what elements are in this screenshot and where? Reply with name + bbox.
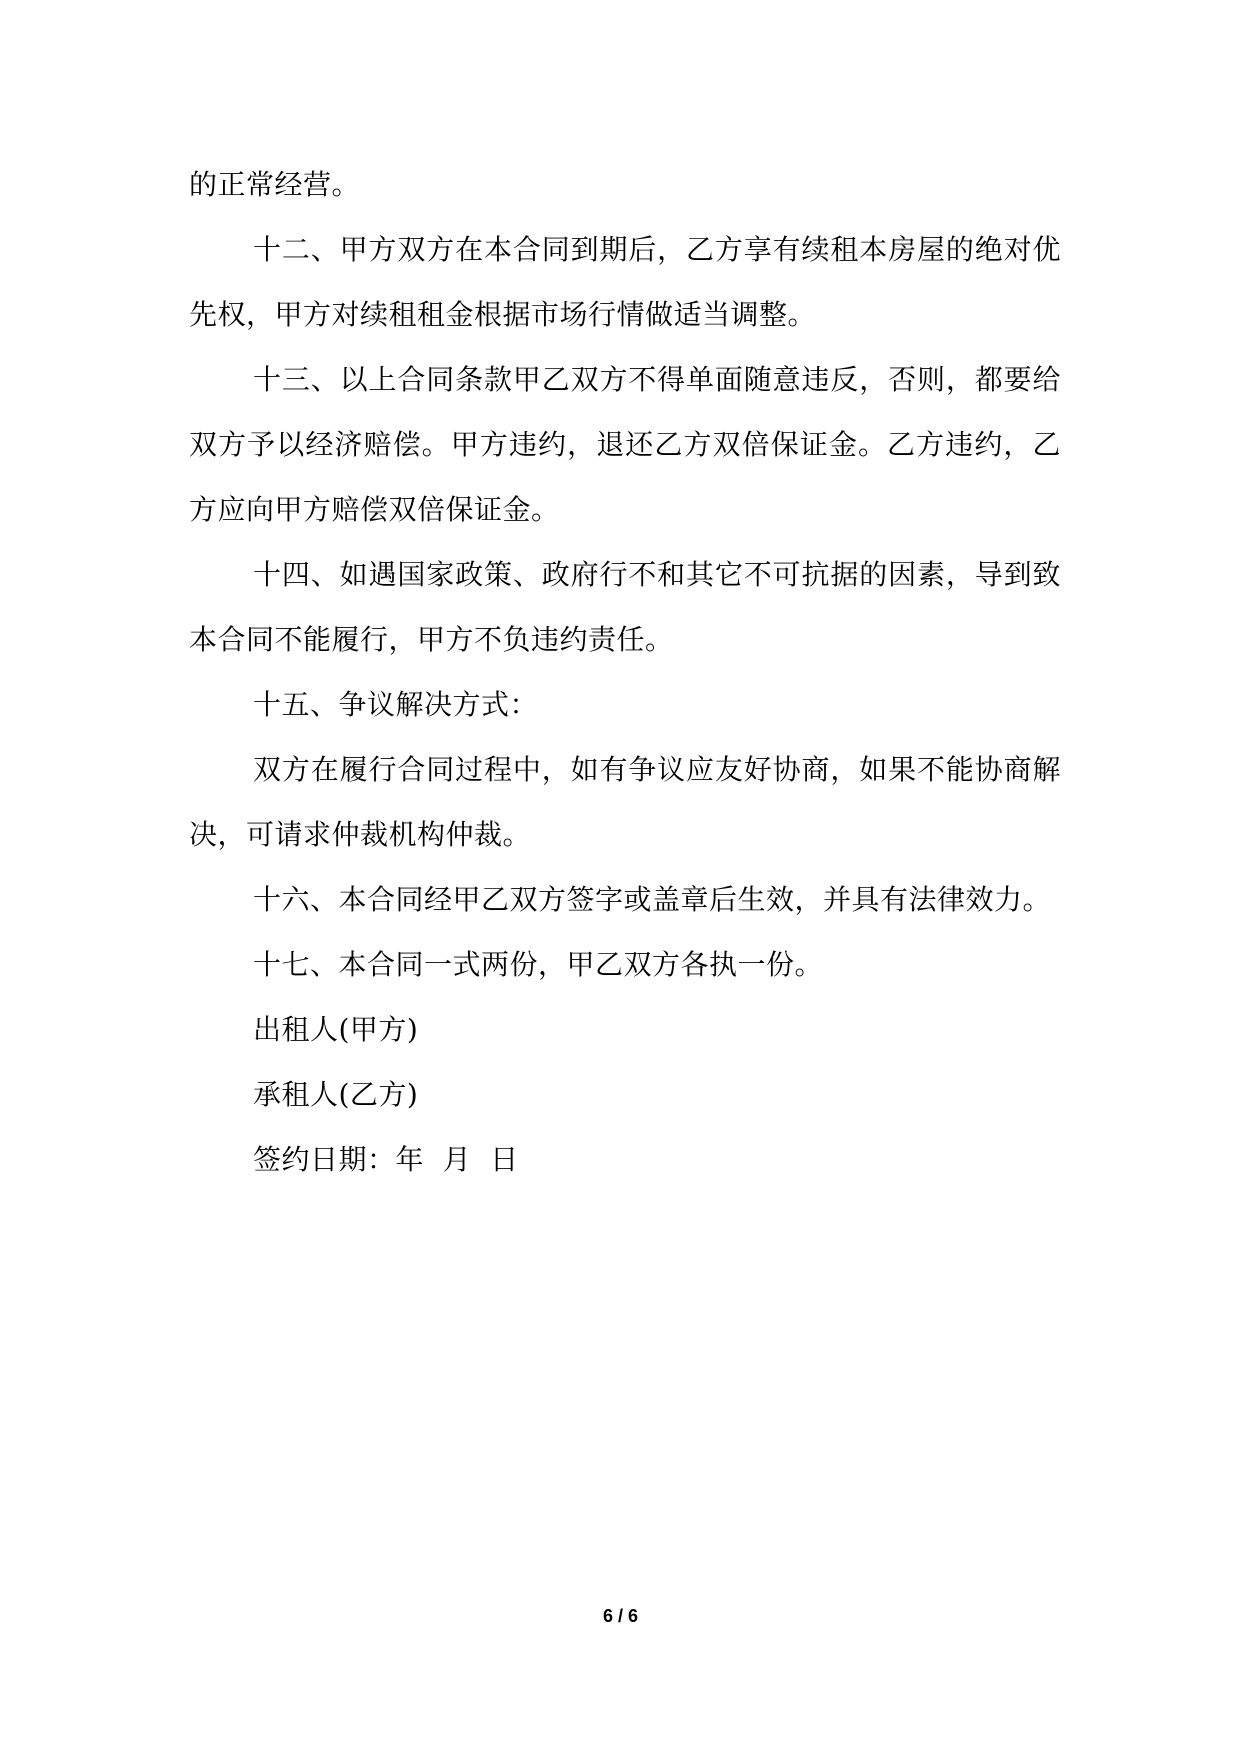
clause-17: 十七、本合同一式两份，甲乙双方各执一份。 bbox=[253, 948, 824, 981]
clause-15-heading: 十五、争议解决方式： bbox=[253, 688, 539, 721]
clause-12: 十二、甲方双方在本合同到期后，乙方享有续租本房屋的绝对优先权，甲方对续租租金根据市场行情做适当调整。 bbox=[189, 233, 1061, 331]
signature-lessor: 出租人(甲方) bbox=[253, 1013, 419, 1046]
document-body bbox=[189, 152, 1061, 1192]
clause-14: 十四、如遇国家政策、政府行不和其它不可抗据的因素，导到致本合同不能履行，甲方不负违约责任。 bbox=[189, 558, 1061, 656]
clause-16: 十六、本合同经甲乙双方签字或盖章后生效，并具有法律效力。 bbox=[253, 883, 1052, 916]
clause-15-body: 双方在履行合同过程中，如有争议应友好协商，如果不能协商解决，可请求仲裁机构仲裁。 bbox=[189, 753, 1061, 851]
signature-lessee: 承租人(乙方) bbox=[253, 1078, 419, 1111]
page-number: 6 / 6 bbox=[602, 1606, 639, 1626]
paragraph-continuation: 的正常经营。 bbox=[189, 168, 361, 201]
clause-13: 十三、以上合同条款甲乙双方不得单面随意违反，否则，都要给双方予以经济赔偿。甲方违约，退还乙方双倍保证金。乙方违约，乙方应向甲方赔偿双倍保证金。 bbox=[189, 363, 1061, 526]
signature-date: 签约日期：年 月 日 bbox=[253, 1143, 519, 1176]
